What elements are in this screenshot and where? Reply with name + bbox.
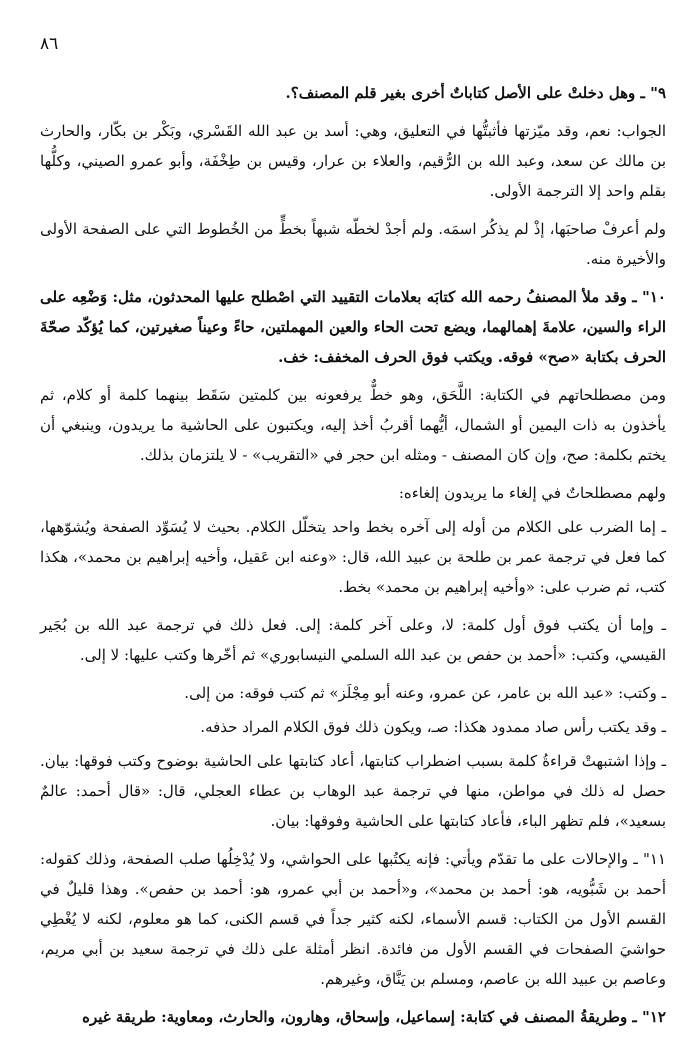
paragraph-min-ila-example: ـ وكتب: «عبد الله بن عامر، عن عمرو، وعنه أبو مِجْلَز» ثم كتب فوقه: من إلى.	[184, 684, 666, 702]
paragraph-la-ila-method: ـ وإما أن يكتب فوق أول كلمة: لا، وعلى آخر كلمة: إلى. فعل ذلك في ترجمة عبد الله بن بُجَير القيسي، وكتب: «أحمد بن حفص بن عبد الله السلمي النيسابوري» ثم أخّرها وكتب عليها: لا إلى.	[40, 616, 666, 664]
paragraph-question-9: ٩" ـ وهل دخلتْ على الأصل كتاباتٌ أخرى بغير قلم المصنف؟.	[285, 84, 666, 102]
paragraph-answer: الجواب: نعم، وقد ميّزتها فأثبتُّها في التعليق، وهي: أسد بن عبد الله القَسْري، وبَكْر بن بكّار، والحارث بن مالك عن سعد، وعبد الله بن الرُّقيم، والعلاء بن عرار، وقيس بن طِخْفَة، وأبو عمرو الصيني، وكلُّها بقلم واحد إلا الترجمة الأولى.	[40, 122, 666, 200]
paragraph-sad-method: ـ وقد يكتب رأس صاد ممدود هكذا: صـ، ويكون ذلك فوق الكلام المراد حذفه.	[200, 718, 666, 736]
paragraph-point-10: ١٠" ـ وقد ملأ المصنفُ رحمه الله كتابَه بعلامات التقييد التي اصْطلح عليها المحدثون، مثل: وَضْعِه على الراء والسين، علامةَ إهمالهما، ويضع تحت الحاء والعين المهملتين، حاءً وعيناً صغيرتين، كما يُؤكّد صحّةَ الحرف بكتابة «صح» فوقه. ويكتب فوق الحرف المخفف: خف.	[40, 288, 666, 366]
paragraph-point-11: ١١" ـ والإحالات على ما تقدّم ويأتي: فإنه يكتُبها على الحواشي، ولا يُدْخِلُها صلب الصفحة، وذلك كقوله: أحمد بن شَبُّويه، هو: أحمد بن محمد»، و«أحمد بن أبي عمرو، هو: أحمد بن حفص». وهذا قليلٌ في القسم الأول من الكتاب: قسم الأسماء، لكنه كثير جداً في قسم الكنى، كما هو معلوم، لكنه لا يُغْطِي حواشيَ الصفحات في القسم الأول من فائدة. انظر أمثلة على ذلك في ترجمة سعيد بن أبي مريم، وعاصم بن عبيد الله بن عاصم، ومسلم بن يَنَّاق، وغيرهم.	[40, 850, 666, 988]
paragraph-unknown-author: ولم أعرفْ صاحبَها، إذْ لم يذكُر اسمَه. ولم أجدْ لخطّه شبهاً بخطٍّ من الخُطوط التي على الصفحة الأولى والأخيرة منه.	[40, 220, 666, 268]
paragraph-bayan-method: ـ وإذا اشتبهتْ قراءةُ كلمة بسبب اضطراب كتابتها، أعاد كتابتها على الحاشية بوضوح وكتب فوقها: بيان. حصل له ذلك في مواطن، منها في ترجمة عبد الوهاب بن عطاء العجلي، قال: «قال أحمد: عالمٌ بسعيد»، فلم تظهر الباء، فأعاد كتابتها على الحاشية وفوقها: بيان.	[40, 752, 666, 830]
body-text	[40, 78, 666, 1040]
paragraph-point-12: ١٢" ـ وطريقةُ المصنف في كتابة: إسماعيل، وإسحاق، وهارون، والحارث، ومعاوية: طريقة غيره	[82, 1008, 666, 1026]
page-number: ٨٦	[40, 34, 59, 54]
paragraph-lahaq: ومن مصطلحاتهم في الكتابة: اللَّحَق، وهو خطٌّ يرفعونه بين كلمتين سَقَط بينهما كلمة أو كلام، ثم يأخذون به ذات اليمين أو الشمال، أيُّهما أقربُ أخذ إليه، ويكتبون على الحاشية ما يريدون، وينبغي أن يختم بكلمة: صح، وإن كان المصنف - ومثله ابن حجر في «التقريب» - لا يلتزمان بذلك.	[40, 386, 666, 464]
paragraph-strike-method: ـ إما الضرب على الكلام من أوله إلى آخره بخط واحد يتخلّل الكلام. بحيث لا يُسَوِّد الصفحة ويُشوّهها، كما فعل في ترجمة عمر بن طلحة بن عبيد الله، قال: «وعنه ابن عَقيل، وأخيه إبراهيم بن محمد»، هكذا كتب، ثم ضرب على: «وأخيه إبراهيم بن محمد» بخط.	[40, 518, 666, 596]
paragraph-cancel-intro: ولهم مصطلحاتٌ في إلغاء ما يريدون إلغاءه:	[398, 484, 666, 502]
